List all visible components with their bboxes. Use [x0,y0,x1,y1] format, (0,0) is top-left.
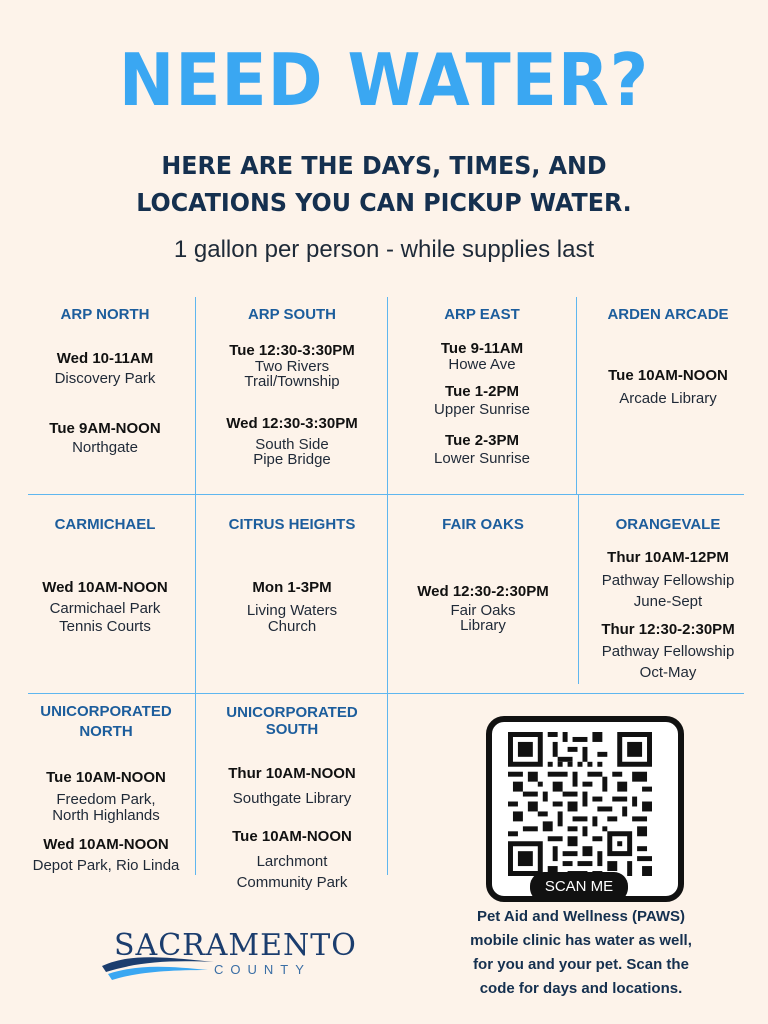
cell-heading: ARP SOUTH [247,306,337,323]
pickup-location: Southgate Library [232,790,352,807]
pickup-location: Arcade Library [619,390,717,407]
grid-vline-2 [387,297,388,494]
paws-line: for you and your pet. Scan the [473,956,689,973]
pickup-location: Lower Sunrise [434,450,530,467]
pickup-location: Tennis Courts [59,618,151,635]
pickup-location: Fair Oaks [450,602,516,619]
cell-heading: NORTH [79,723,133,740]
paws-line: mobile clinic has water as well, [470,932,692,949]
cell-heading: ORANGEVALE [615,516,721,533]
pickup-location: Pipe Bridge [253,451,331,468]
cell-arp-south [197,303,387,493]
tagline: 1 gallon per person - while supplies last [173,236,595,263]
grid-vline-5 [387,494,388,694]
pickup-location: Discovery Park [54,370,156,387]
pickup-time: Tue 9AM-NOON [49,420,161,437]
scan-me-label: SCAN ME [530,872,628,902]
pickup-time: Tue 1-2PM [445,383,519,400]
page-subtitle [19,147,749,221]
cell-orangevale [580,513,756,693]
cell-arden-arcade [580,303,756,493]
cell-arp-north [20,303,190,493]
pickup-location: June-Sept [633,593,703,610]
logo-county: COUNTY [214,962,311,977]
paws-note [434,905,728,1001]
pickup-time: Tue 10AM-NOON [608,367,728,384]
grid-vline-7 [195,693,196,875]
grid-hline-2 [28,693,744,694]
page-title: NEED WATER? [118,38,650,122]
pickup-time: Wed 10-11AM [56,350,154,367]
pickup-time: Tue 2-3PM [445,432,519,449]
paws-line: code for days and locations. [479,980,683,997]
pickup-time: Wed 10AM-NOON [42,579,168,596]
pickup-location: Two Rivers [254,358,330,375]
pickup-location: Freedom Park, [56,791,156,808]
pickup-time: Thur 10AM-12PM [607,549,729,566]
subtitle-line-2: LOCATIONS YOU CAN PICKUP WATER. [136,188,632,217]
grid-vline-6 [578,494,579,684]
sacramento-county-logo [98,926,358,986]
pickup-time: Thur 12:30-2:30PM [601,621,735,638]
pickup-time: Wed 12:30-2:30PM [417,583,549,600]
cell-heading: CARMICHAEL [54,516,156,533]
cell-heading: FAIR OAKS [442,516,524,533]
pickup-location: Upper Sunrise [434,401,530,418]
pickup-location: Depot Park, Rio Linda [32,857,180,874]
pickup-location: South Side [255,436,329,453]
pickup-location: Church [267,618,317,635]
cell-unincorporated-north [18,702,194,874]
cell-citrus-heights [197,513,387,693]
grid-vline-8 [387,693,388,875]
qr-code-icon[interactable] [508,732,652,876]
pickup-location: Larchmont [256,853,328,870]
pickup-location: Carmichael Park [49,600,161,617]
cell-fair-oaks [389,513,577,693]
cell-heading: CITRUS HEIGHTS [228,516,356,533]
cell-arp-east [389,303,575,493]
cell-heading: ARDEN ARCADE [607,306,729,323]
pickup-location: Pathway Fellowship [601,643,735,660]
cell-carmichael [20,513,190,693]
cell-heading: ARP EAST [444,306,520,323]
cell-heading: ARP NORTH [60,306,150,323]
pickup-location: Library [460,617,506,634]
pickup-time: Thur 10AM-NOON [228,765,356,782]
logo-wordmark: SACRAMENTO [114,928,357,963]
pickup-location: Pathway Fellowship [601,572,735,589]
grid-vline-1 [195,297,196,494]
cell-heading: UNICORPORATED [226,704,358,721]
pickup-location: Northgate [72,439,138,456]
pickup-location: Living Waters [246,602,338,619]
pickup-time: Tue 10AM-NOON [232,828,352,845]
grid-vline-4 [195,494,196,694]
grid-hline-1 [28,494,744,495]
pickup-location: Community Park [236,874,348,891]
pickup-time: Wed 10AM-NOON [43,836,169,853]
grid-vline-3 [576,297,577,494]
pickup-time: Tue 12:30-3:30PM [229,342,355,359]
cell-heading: UNICORPORATED [40,703,172,720]
subtitle-line-1: HERE ARE THE DAYS, TIMES, AND [161,151,607,180]
pickup-time: Mon 1-3PM [252,579,332,596]
pickup-location: Trail/Township [244,373,340,390]
pickup-time: Tue 10AM-NOON [46,769,166,786]
pickup-location: North Highlands [52,807,160,824]
pickup-location: Oct-May [639,664,697,681]
paws-line: Pet Aid and Wellness (PAWS) [476,908,686,925]
cell-heading: SOUTH [265,721,319,738]
cell-unincorporated-south [197,702,387,892]
pickup-time: Tue 9-11AM [440,340,524,357]
pickup-location: Howe Ave [448,356,516,373]
pickup-time: Wed 12:30-3:30PM [226,415,358,432]
